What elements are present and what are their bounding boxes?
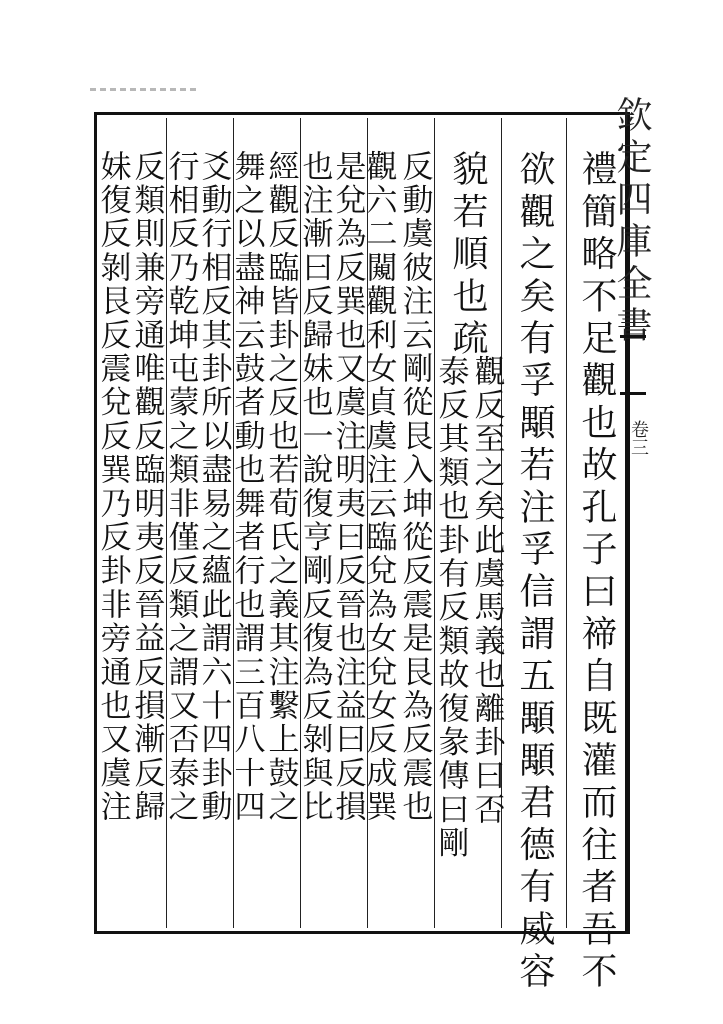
text-column: 是兌為反巽也又虞注明夷曰反晉也注益曰反損 [329, 150, 366, 824]
text-column: 反類則兼旁通唯觀反臨明夷反晉益反損漸反歸 [128, 150, 165, 824]
top-ink-smudge [90, 88, 200, 91]
margin-juan-label: 卷三 [628, 420, 649, 456]
text-column: 觀六二闚觀利女貞虞注云臨兌為女兌女反成巽 [360, 150, 397, 824]
text-column: 妹復反剝艮反震兌反巽乃反卦非旁通也又虞注 [94, 150, 131, 824]
fish-tail-mark [620, 335, 646, 395]
text-column: 禮簡略不足觀也故孔子曰禘自既灌而往者吾不 [576, 150, 617, 994]
text-column: 也注漸曰反歸妹也一說復亨剛反復為反剝與比 [296, 150, 333, 824]
text-column: 欲觀之矣有孚顒若注孚信謂五顒顒君德有威容 [514, 150, 555, 994]
text-column: 爻動行相反其卦所以盡易之蘊此謂六十四卦動 [195, 150, 232, 824]
text-column: 貌若順也疏 [447, 150, 488, 361]
text-column: 舞之以盡神云鼓者動也舞者行也謂三百八十四 [228, 150, 265, 824]
column-rule [566, 118, 567, 928]
text-column: 經觀反臨皆卦之反也若荀氏之義其注繫上鼓之 [262, 150, 299, 824]
text-column: 行相反乃乾坤屯蒙之類非僅反類之謂又否泰之 [162, 150, 199, 824]
text-column: 泰反其類也卦有反類故復彖傳曰剛 [432, 355, 469, 861]
text-column: 觀反至之矣此虞馬義也離卦曰否 [468, 355, 505, 827]
margin-book-title: 欽定四庫全書 [611, 96, 652, 348]
text-column: 反動虞彼注云剛從艮入坤從反震是艮為反震也 [396, 150, 433, 824]
